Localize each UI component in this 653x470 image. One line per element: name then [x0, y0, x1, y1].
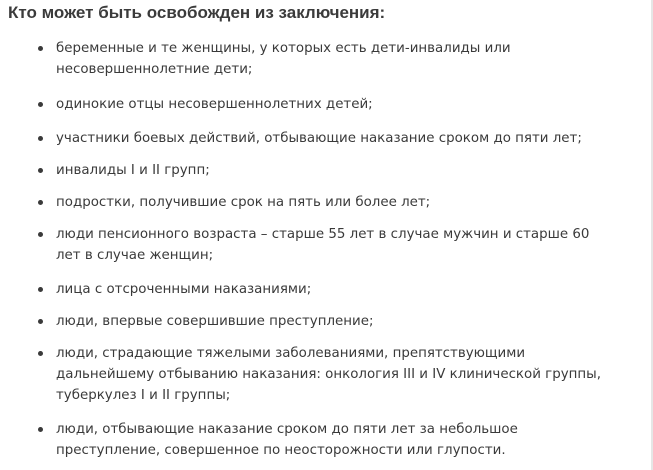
list-item-text: [56, 128, 642, 149]
bullet-icon: [38, 427, 43, 432]
list-item-text: [56, 343, 642, 406]
list-item-text: [56, 94, 642, 115]
list-item-line: туберкулез I и II группы;: [56, 388, 231, 403]
list-item-text: [56, 38, 642, 80]
list-item-line: подростки, получившие срок на пять или более лет;: [56, 195, 431, 210]
bullet-icon: [38, 46, 43, 51]
bullet-icon: [38, 168, 43, 173]
list-item-text: [56, 224, 642, 266]
list-item-line: преступление, совершенное по неосторожности или глупости.: [56, 443, 506, 458]
list-item-line: инвалиды I и II групп;: [56, 163, 210, 178]
list-item-line: дальнейшему отбыванию наказания: онкология III и IV клинической группы,: [56, 367, 601, 382]
section-heading: Кто может быть освобожден из заключения:: [8, 3, 386, 22]
list-item-line: люди, страдающие тяжелыми заболеваниями, препятствующими: [56, 346, 526, 361]
list-item-text: [56, 192, 642, 213]
list-item-line: одинокие отцы несовершеннолетних детей;: [56, 97, 373, 112]
list-item-text: [56, 311, 642, 332]
list-item-text: [56, 419, 642, 461]
list-item-line: несовершеннолетние дети;: [56, 62, 253, 77]
list-item-text: [56, 279, 642, 300]
bullet-icon: [38, 287, 43, 292]
list-item-line: беременные и те женщины, у которых есть дети-инвалиды или: [56, 41, 511, 56]
bullet-icon: [38, 319, 43, 324]
list-item-line: участники боевых действий, отбывающие наказание сроком до пяти лет;: [56, 131, 582, 146]
list-item-line: люди, впервые совершившие преступление;: [56, 314, 374, 329]
bullet-icon: [38, 232, 43, 237]
list-item-line: лет в случае женщин;: [56, 248, 214, 263]
bullet-icon: [38, 136, 43, 141]
list-item-line: люди пенсионного возраста – старше 55 лет в случае мужчин и старше 60: [56, 227, 590, 242]
list-item-line: люди, отбывающие наказание сроком до пяти лет за небольшое: [56, 422, 518, 437]
bullet-icon: [38, 351, 43, 356]
list-item-text: [56, 160, 642, 181]
list-item-line: лица с отсроченными наказаниями;: [56, 282, 312, 297]
bullet-icon: [38, 102, 43, 107]
bullet-icon: [38, 200, 43, 205]
